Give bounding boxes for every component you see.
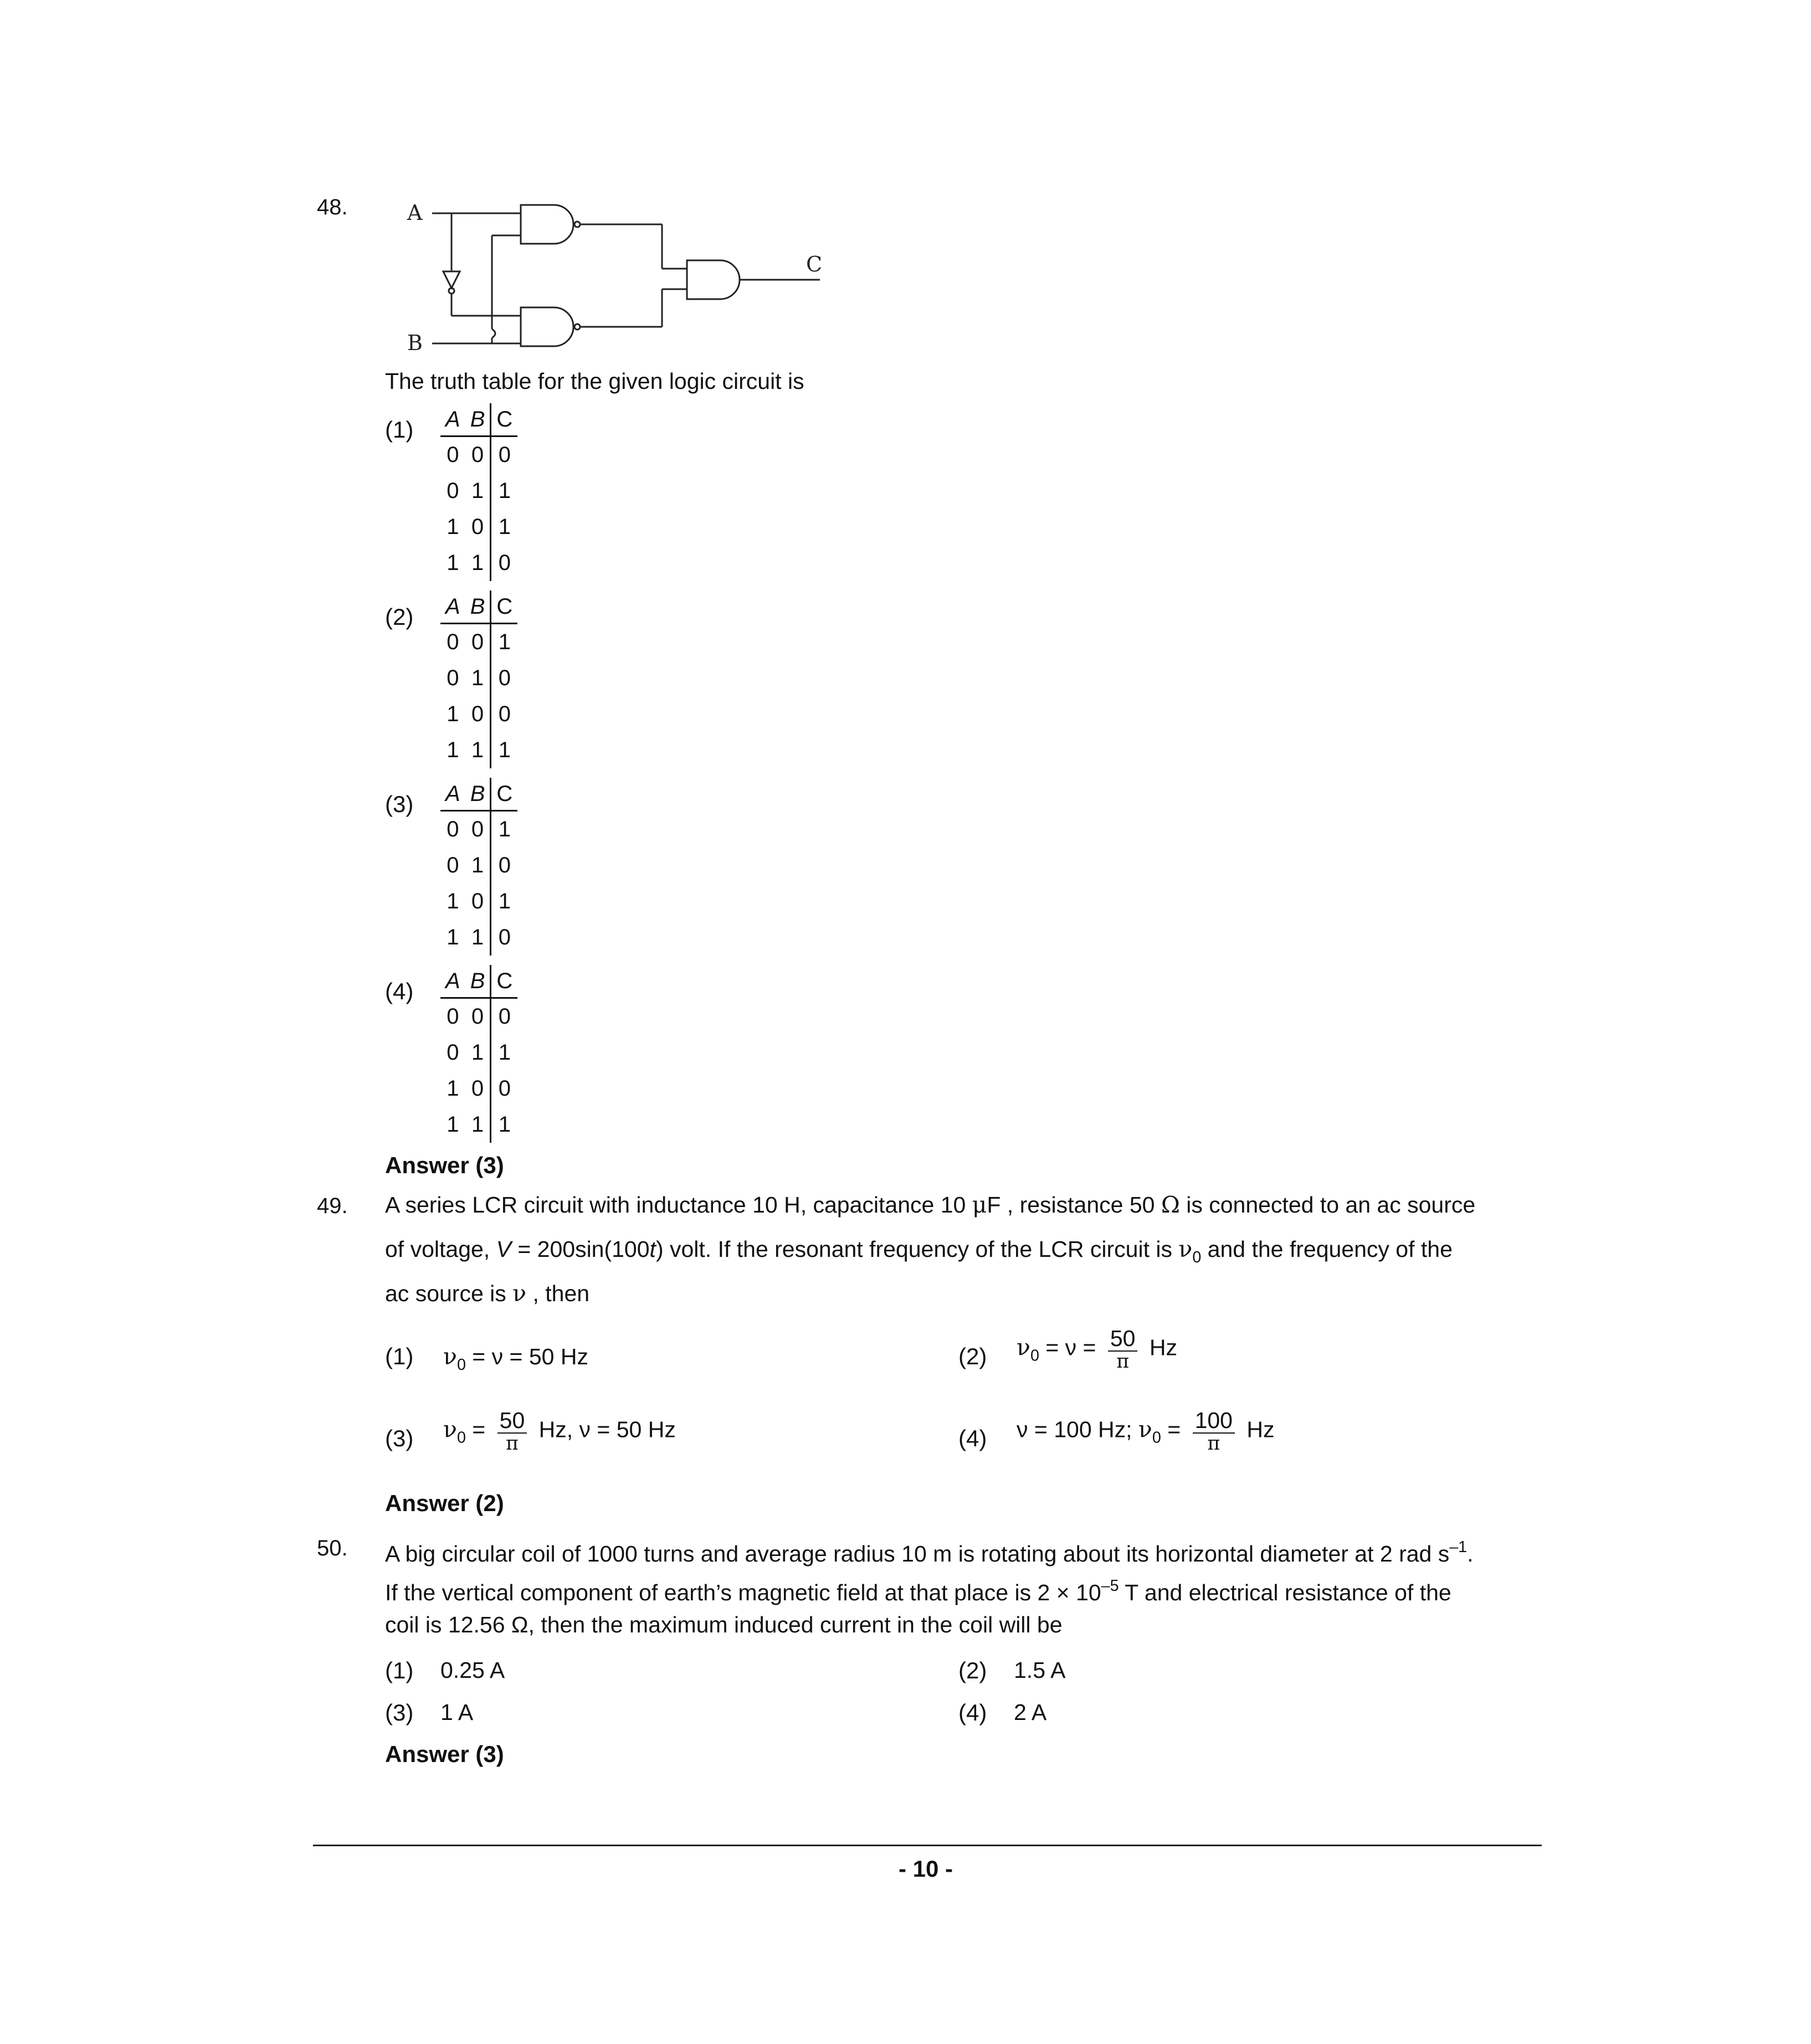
q50-option-4: 2 A xyxy=(1014,1699,1047,1725)
table-row: 0 1 0 xyxy=(440,660,517,696)
table-row: 1 1 1 xyxy=(440,1107,517,1143)
header-b: B xyxy=(465,590,491,624)
q50-option-1: 0.25 A xyxy=(440,1657,505,1683)
page-number: - 10 - xyxy=(899,1856,953,1882)
q50-option-4-label: (4) xyxy=(958,1699,987,1725)
q49-option-1: $\nu_0 = \nu = 50$ Hz xyxy=(443,1343,588,1374)
q49-text-line-3: ac source is ν , then xyxy=(385,1280,590,1307)
q48-option-4-table xyxy=(440,965,517,1143)
table-row: 0 1 0 xyxy=(440,848,517,884)
header-c: C xyxy=(491,965,517,998)
table-row: 1 1 1 xyxy=(440,732,517,768)
table-row: 0 1 1 xyxy=(440,1035,517,1071)
q50-number: 50. xyxy=(317,1536,348,1560)
q49-answer: Answer (2) xyxy=(385,1490,504,1516)
q48-option-3-table xyxy=(440,778,517,956)
table-row: 1 0 0 xyxy=(440,696,517,732)
table-row: 0 0 0 xyxy=(440,998,517,1035)
header-b: B xyxy=(465,778,491,811)
table-row: 1 0 1 xyxy=(440,884,517,920)
q49-option-4: ν = 100 Hz; $\nu_0$ = $\frac{100}{\pi}$ Hz xyxy=(1017,1408,1275,1455)
q50-option-1-label: (1) xyxy=(385,1657,414,1683)
q48-option-2-label: (2) xyxy=(385,604,414,630)
q49-option-1-label: (1) xyxy=(385,1343,414,1369)
q49-option-3-label: (3) xyxy=(385,1425,414,1451)
q50-text-line-3: coil is 12.56 Ω, then the maximum induced current in the coil will be xyxy=(385,1612,1063,1637)
q50-text-line-2: If the vertical component of earth’s magnetic field at that place is $2 \times 10^{-5}$ T and electrical resistance of the xyxy=(385,1577,1451,1606)
logic-circuit-diagram xyxy=(388,188,831,355)
q50-option-3-label: (3) xyxy=(385,1699,414,1725)
table-row: 1 0 1 xyxy=(440,509,517,545)
q49-number: 49. xyxy=(317,1194,348,1218)
q49-option-4-label: (4) xyxy=(958,1425,987,1451)
circuit-label-c: C xyxy=(806,252,823,276)
q48-number: 48. xyxy=(317,195,348,219)
footer-divider xyxy=(313,1845,1542,1846)
table-row: 0 0 1 xyxy=(440,624,517,661)
q49-text-line-2: of voltage, V = 200sin(100t) volt. If the resonant frequency of the LCR circuit is $\nu_0$ and the frequency of the xyxy=(385,1236,1453,1267)
header-a: A xyxy=(440,590,465,624)
table-row: 1 1 0 xyxy=(440,920,517,956)
q50-text-line-1: A big circular coil of 1000 turns and average radius 10 m is rotating about its horizontal diameter at 2 rad $s^{-1}$. xyxy=(385,1538,1474,1567)
header-c: C xyxy=(491,403,517,436)
header-a: A xyxy=(440,778,465,811)
q48-question-text: The truth table for the given logic circuit is xyxy=(385,368,804,394)
q50-option-3: 1 A xyxy=(440,1699,474,1725)
table-row: 0 1 1 xyxy=(440,473,517,509)
header-c: C xyxy=(491,590,517,624)
table-row: 0 0 1 xyxy=(440,811,517,848)
q49-option-2-label: (2) xyxy=(958,1343,987,1369)
q50-option-2: 1.5 A xyxy=(1014,1657,1066,1683)
q50-answer: Answer (3) xyxy=(385,1741,504,1767)
q48-option-1-label: (1) xyxy=(385,417,414,443)
table-row: 0 0 0 xyxy=(440,436,517,474)
table-row: 1 1 0 xyxy=(440,545,517,581)
circuit-label-b: B xyxy=(407,331,423,355)
q48-option-2-table xyxy=(440,590,517,768)
q49-text-line-1: A series LCR circuit with inductance 10 H, capacitance 10 μF , resistance 50 Ω is connected to an ac source xyxy=(385,1192,1476,1218)
table-row: 1 0 0 xyxy=(440,1071,517,1107)
q48-option-3-label: (3) xyxy=(385,791,414,817)
q48-answer: Answer (3) xyxy=(385,1152,504,1178)
q50-option-2-label: (2) xyxy=(958,1657,987,1683)
q49-option-2: $\nu_0 = \nu$ = $\frac{50}{\pi}$ Hz xyxy=(1017,1326,1177,1373)
q48-option-4-label: (4) xyxy=(385,978,414,1004)
header-c: C xyxy=(491,778,517,811)
circuit-label-a: A xyxy=(407,201,423,225)
header-a: A xyxy=(440,965,465,998)
header-b: B xyxy=(465,965,491,998)
q48-option-1-table xyxy=(440,403,517,581)
q49-option-3: $\nu_0$ = $\frac{50}{\pi}$ Hz, ν = 50 Hz xyxy=(443,1408,676,1455)
header-b: B xyxy=(465,403,491,436)
header-a: A xyxy=(440,403,465,436)
